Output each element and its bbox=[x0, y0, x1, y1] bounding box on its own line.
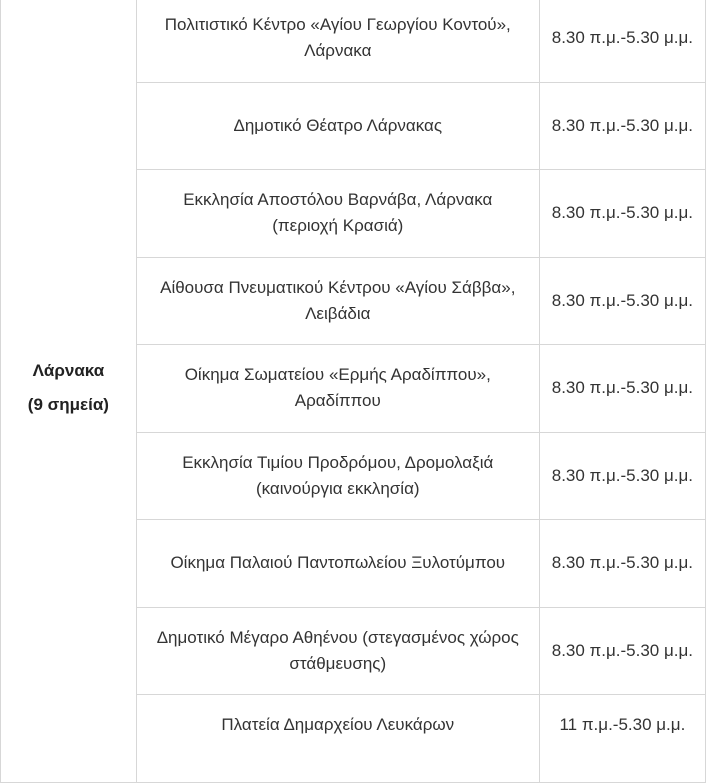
table-row bbox=[1, 0, 706, 82]
hours-cell: 8.30 π.μ.-5.30 μ.μ. bbox=[539, 520, 705, 608]
hours-cell: 8.30 π.μ.-5.30 μ.μ. bbox=[539, 170, 705, 258]
location-cell: Εκκλησία Τιμίου Προδρόμου, Δρομολαξιά (καινούργια εκκλησία) bbox=[136, 432, 539, 520]
region-cell bbox=[1, 0, 137, 782]
location-cell: Δημοτικό Μέγαρο Αθηένου (στεγασμένος χώρος στάθμευσης) bbox=[136, 607, 539, 695]
location-cell: Οίκημα Σωματείου «Ερμής Αραδίππου», Αραδίππου bbox=[136, 345, 539, 433]
region-count: (9 σημεία) bbox=[27, 395, 109, 415]
location-cell: Οίκημα Παλαιού Παντοπωλείου Ξυλοτύμπου bbox=[136, 520, 539, 608]
hours-cell: 8.30 π.μ.-5.30 μ.μ. bbox=[539, 607, 705, 695]
location-cell: Εκκλησία Αποστόλου Βαρνάβα, Λάρνακα (περιοχή Κρασιά) bbox=[136, 170, 539, 258]
hours-cell: 8.30 π.μ.-5.30 μ.μ. bbox=[539, 257, 705, 345]
location-cell: Αίθουσα Πνευματικού Κέντρου «Αγίου Σάββα», Λειβάδια bbox=[136, 257, 539, 345]
hours-cell: 11 π.μ.-5.30 μ.μ. bbox=[539, 695, 705, 783]
hours-cell: 8.30 π.μ.-5.30 μ.μ. bbox=[539, 432, 705, 520]
location-cell: Πολιτιστικό Κέντρο «Αγίου Γεωργίου Κοντού», Λάρνακα bbox=[136, 0, 539, 82]
region-name: Λάρνακα bbox=[32, 361, 105, 381]
hours-cell: 8.30 π.μ.-5.30 μ.μ. bbox=[539, 0, 705, 82]
hours-cell: 8.30 π.μ.-5.30 μ.μ. bbox=[539, 82, 705, 170]
hours-cell: 8.30 π.μ.-5.30 μ.μ. bbox=[539, 345, 705, 433]
location-cell: Πλατεία Δημαρχείου Λευκάρων bbox=[136, 695, 539, 783]
location-cell: Δημοτικό Θέατρο Λάρνακας bbox=[136, 82, 539, 170]
